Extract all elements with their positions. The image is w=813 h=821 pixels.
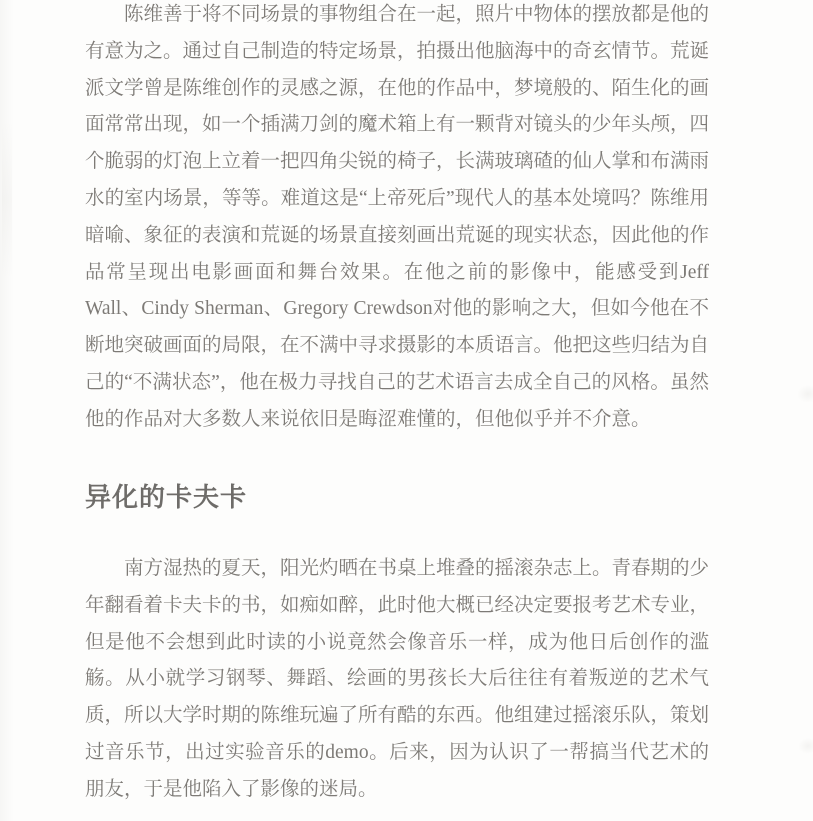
scan-artifact-right-smudge (798, 738, 813, 754)
scan-artifact-left-edge (0, 0, 14, 821)
section-heading: 异化的卡夫卡 (85, 482, 248, 512)
body-paragraph-1: 陈维善于将不同场景的事物组合在一起，照片中物体的摆放都是他的有意为之。通过自己制造的特定场景，拍摄出他脑海中的奇玄情节。荒诞派文学曾是陈维创作的灵感之源，在他的作品中，梦境般的、陌生化的画面常常出现，如一个插满刀剑的魔术箱上有一颗背对镜头的少年头颅，四个脆弱的灯泡上立着一把四角尖锐的椅子，长满玻璃碴的仙人掌和布满雨水的室内场景，等等。难道这是“上帝死后”现代人的基本处境吗？陈维用暗喻、象征的表演和荒诞的场景直接刻画出荒诞的现实状态，因此他的作品常呈现出电影画面和舞台效果。在他之前的影像中，能感受到Jeff Wall、Cindy Sherman、Gregory Crewdson对他的影响之大，但如今他在不断地突破画面的局限，在不满中寻求摄影的本质语言。他把这些归结为自己的“不满状态”，他在极力寻找自己的艺术语言去成全自己的风格。虽然他的作品对大多数人来说依旧是晦涩难懂的，但他似乎并不介意。 (85, 4, 710, 430)
scan-artifact-streak (2, 120, 12, 280)
body-paragraph-2: 南方湿热的夏天，阳光灼晒在书桌上堆叠的摇滚杂志上。青春期的少年翻看着卡夫卡的书，如痴如醉，此时他大概已经决定要报考艺术专业，但是他不会想到此时读的小说竟然会像音乐一样，成为他日后创作的滥觞。从小就学习钢琴、舞蹈、绘画的男孩长大后往往有着叛逆的艺术气质，所以大学时期的陈维玩遍了所有酷的东西。他组建过摇滚乐队，策划过音乐节，出过实验音乐的demo。后来，因为认识了一帮搞当代艺术的朋友，于是他陷入了影像的迷局。 (85, 558, 710, 800)
scan-artifact-right-smudge (797, 385, 813, 403)
